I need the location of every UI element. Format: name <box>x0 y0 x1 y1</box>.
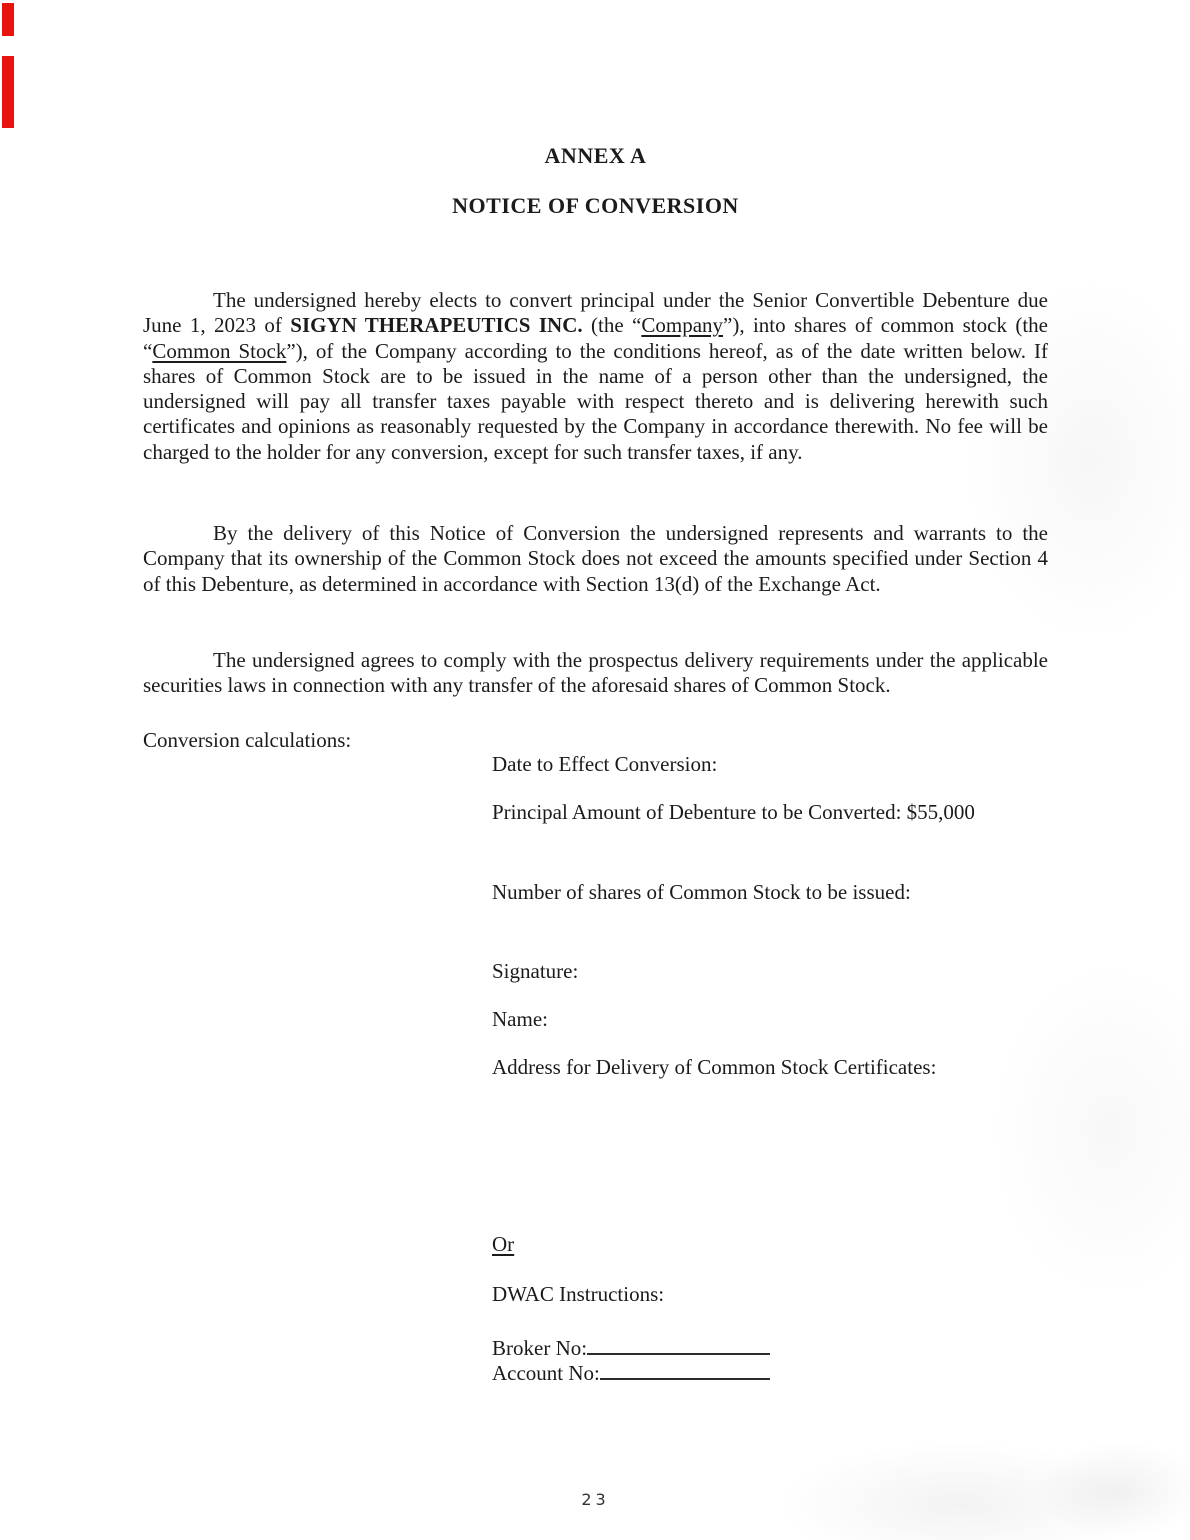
notice-paragraph-1 <box>143 288 1048 465</box>
page-number: 23 <box>581 1490 610 1509</box>
account-no-line <box>492 1358 770 1386</box>
document-title: NOTICE OF CONVERSION <box>452 193 739 218</box>
broker-no-blank <box>587 1333 770 1355</box>
account-no-label: Account No: <box>492 1360 600 1385</box>
paragraph1-intro: The undersigned hereby elects to convert principal under the Senior Convertible Debenture due June 1, 2023 of <box>143 288 1048 338</box>
signature-label: Signature: <box>492 959 579 983</box>
paragraph1-rest: ”), of the Company according to the conditions hereof, as of the date written below. If shares of Common Stock are to be issued in the name of a person other than the undersigned, the undersigned will pay all transfer taxes payable with respect thereto and is delivering herewith such certificates and opinions as reasonably requested by the Company in accordance therewith. No fee will be charged to the holder for any conversion, except for such transfer taxes, if any. <box>143 338 1048 464</box>
red-scan-artifact-bottom <box>2 56 14 128</box>
or-label: Or <box>492 1232 515 1256</box>
notice-paragraph-3: The undersigned agrees to comply with the prospectus delivery requirements under the applicable securities laws in connection with any transfer of the aforesaid shares of Common Stock. <box>143 648 1048 698</box>
broker-no-label: Broker No: <box>492 1335 588 1360</box>
paragraph1-after-name: (the “ <box>582 313 642 338</box>
address-for-delivery-label: Address for Delivery of Common Stock Certificates: <box>492 1055 937 1079</box>
shares-to-be-issued-label: Number of shares of Common Stock to be issued: <box>492 880 911 904</box>
principal-amount-value: $55,000 <box>906 800 975 824</box>
conversion-calculations-heading: Conversion calculations: <box>143 728 352 752</box>
name-label: Name: <box>492 1007 548 1031</box>
date-to-effect-label: Date to Effect Conversion: <box>492 752 718 776</box>
notice-paragraph-2: By the delivery of this Notice of Conversion the undersigned represents and warrants to the Company that its ownership of the Common Stock does not exceed the amounts specified under Section 4 of this Debenture, as determined in accordance with Section 13(d) of the Exchange Act. <box>143 521 1048 596</box>
account-no-blank <box>600 1358 770 1380</box>
principal-amount-line <box>492 800 975 825</box>
paragraph1-between-terms: ”), into shares of common stock (the “ <box>143 313 1048 363</box>
company-defined-term: Company <box>641 313 724 338</box>
common-stock-term: Common Stock <box>152 338 287 363</box>
principal-amount-label: Principal Amount of Debenture to be Converted: <box>492 800 902 824</box>
company-name: SIGYN THERAPEUTICS INC. <box>290 313 583 338</box>
red-scan-artifact-top <box>2 3 14 36</box>
annex-title: ANNEX A <box>544 143 647 168</box>
broker-no-line <box>492 1333 770 1361</box>
dwac-instructions-label: DWAC Instructions: <box>492 1282 665 1306</box>
